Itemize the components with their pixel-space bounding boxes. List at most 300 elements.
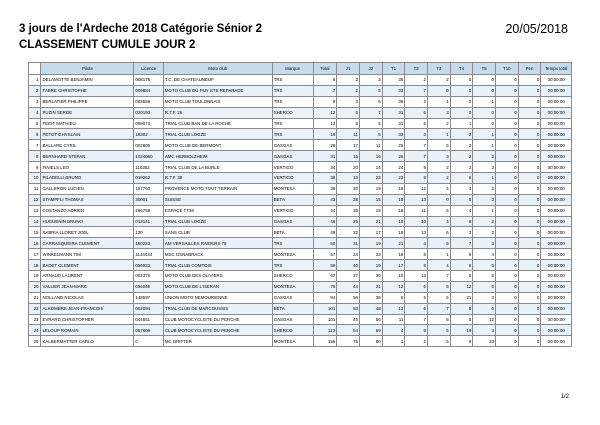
table-cell: 8 [29,151,41,162]
column-header: Pen [518,63,541,75]
table-cell: 17 [359,227,382,238]
table-cell: 0 [518,173,541,184]
table-cell: 00:00:00 [541,85,572,96]
table-cell: BETA [272,227,313,238]
table-cell: 0 [496,205,519,216]
table-cell: 2 [450,129,473,140]
table-cell: 19 [382,194,405,205]
table-cell: 48 [359,303,382,314]
table-cell: 0 [496,336,519,347]
table-cell: 0 [518,75,541,86]
table-cell: 39 [313,183,337,194]
table-cell: VERTIGO [272,205,313,216]
table-row [29,281,572,292]
column-header [29,63,41,75]
table-cell: 0 [518,85,541,96]
table-cell: CLUB MOTOCYCLISTE DU PERCHE [163,325,272,336]
table-cell: PETOT GHYSLAIN [41,129,134,140]
table-cell: 36 [382,96,405,107]
table-cell: 34 [313,162,337,173]
table-cell: TRIAL CLUB DE LA BURLE [163,162,272,173]
column-header: T2 [405,63,428,75]
table-cell: 0 [518,216,541,227]
column-header: T1 [382,63,405,75]
table-row [29,216,572,227]
table-cell: GASGAS [272,140,313,151]
table-cell: 17 [337,140,360,151]
table-cell: 5 [337,107,360,118]
table-cell: 3 [427,107,450,118]
table-cell: 7 [405,151,428,162]
table-row [29,238,572,249]
table-cell: 31 [313,151,337,162]
table-cell: 11 [29,183,41,194]
table-cell: CARRASQUEIRA CLEMENT [41,238,134,249]
table-cell: 32 [337,227,360,238]
table-cell: 6 [450,173,473,184]
table-row [29,118,572,129]
table-cell: R.T.F. 26 [163,107,272,118]
table-cell: 2 [473,151,496,162]
table-row [29,140,572,151]
table-cell: 5 [473,271,496,282]
table-cell: 28 [313,140,337,151]
table-cell: R.T.F. 38 [163,173,272,184]
table-cell: UNION MOTO NEMOURIENNE [163,292,272,303]
table-cell: 1 [450,118,473,129]
table-cell: FEIDT MATHIEU [41,118,134,129]
table-cell: 12 [313,107,337,118]
table-cell: 00:00:00 [541,325,572,336]
table-cell: 101 [313,314,337,325]
table-cell: 0 [518,271,541,282]
table-cell: 020193 [134,107,163,118]
table-cell: 46 [313,216,337,227]
table-row [29,271,572,282]
table-cell: 59 [313,260,337,271]
table-cell: 0 [496,140,519,151]
table-cell: 25 [29,336,41,347]
table-cell: 0 [518,118,541,129]
table-cell: 6 [473,303,496,314]
table-cell: SABRIA LLORET JOEL [41,227,134,238]
table-row [29,96,572,107]
table-cell: 11 [382,314,405,325]
table-cell: 43 [313,194,337,205]
table-cell: 00:00:00 [541,140,572,151]
table-cell: TRS [272,260,313,271]
column-header: J1 [337,63,360,75]
table-cell: 9 [450,249,473,260]
table-cell: 00:00:00 [541,194,572,205]
table-cell: 0 [518,227,541,238]
table-cell: WINKELMANN TIM [41,249,134,260]
table-cell: 15 [337,151,360,162]
table-cell: 5 [359,118,382,129]
table-cell: 5 [473,260,496,271]
table-cell: 75 [337,336,360,347]
table-cell: 5 [450,194,473,205]
table-cell: 150223 [134,238,163,249]
table-cell: 2 [450,151,473,162]
table-cell: 0 [450,85,473,96]
table-cell: 002094 [134,303,163,314]
table-cell: EVRARD CHRISTOPHER [41,314,134,325]
table-cell: 148597 [134,292,163,303]
table-cell: 8 [337,118,360,129]
table-cell: 54 [337,325,360,336]
table-cell: 19 [359,205,382,216]
table-cell: 0 [450,107,473,118]
table-cell: 2 [29,85,41,96]
table-row [29,292,572,303]
table-cell: 3 [473,325,496,336]
table-cell: 7 [427,303,450,314]
table-header-row [29,63,572,75]
table-cell: TRS [272,75,313,86]
table-cell: 20 [337,183,360,194]
table-cell: 6 [405,292,428,303]
column-header: J2 [359,63,382,75]
table-cell: 30 [359,271,382,282]
table-cell: 0 [496,325,519,336]
table-cell: 4 [427,260,450,271]
table-cell: 6 [450,260,473,271]
table-cell: BETA [272,303,313,314]
table-cell: 16 [313,129,337,140]
table-cell: 18 [382,205,405,216]
table-cell: HUGUENIN BRUNO [41,216,134,227]
table-cell: 00:00:00 [541,292,572,303]
table-cell: 7 [405,314,428,325]
table-cell: MONTESA [272,281,313,292]
table-cell: TRIAL CLUB LOGZE [163,216,272,227]
table-cell: 9 [450,336,473,347]
table-cell: 50 [313,238,337,249]
table-cell: PILADELLI BRUNO [41,173,134,184]
table-cell: 2 [405,75,428,86]
table-cell: 30001 [134,194,163,205]
table-cell: 5 [473,281,496,292]
table-cell: ESPACE TT38 [163,205,272,216]
table-cell: 00:00:00 [541,173,572,184]
table-cell: 10 [405,216,428,227]
table-cell: 2 [450,162,473,173]
table-cell: BERLATIER PHILIPPE [41,96,134,107]
table-cell: 059073 [134,118,163,129]
table-cell: 7 [405,85,428,96]
table-cell: TRIAL CLUB LOGZE [163,129,272,140]
report-date: 20/05/2018 [505,22,568,36]
table-cell: 1 [427,129,450,140]
table-cell: 18 [382,249,405,260]
table-cell: 4 [450,205,473,216]
table-cell: 0 [496,173,519,184]
table-cell: TRS [272,238,313,249]
table-cell: 9 [313,96,337,107]
table-cell: 5 [359,85,382,96]
table-cell: 19 [29,271,41,282]
table-cell: GASGAS [272,314,313,325]
table-cell: 56 [359,314,382,325]
table-cell: 56 [337,292,360,303]
table-cell: 15 [359,194,382,205]
table-cell: 6 [405,107,428,118]
table-cell: MONTESA [272,183,313,194]
table-cell: 1 [473,173,496,184]
table-cell: 0 [496,151,519,162]
table-cell: 0 [496,216,519,227]
table-cell: 0 [496,303,519,314]
table-cell: VALLIER JEAN-MARC [41,281,134,292]
table-cell: 2 [337,85,360,96]
table-cell: 12 [473,314,496,325]
table-cell: 0 [134,336,163,347]
table-cell: 6 [427,205,450,216]
table-cell: 18 [29,260,41,271]
table-cell: DELAMOTTE BENJAMIN [41,75,134,86]
table-cell: 80 [359,336,382,347]
table-cell: 5 [450,314,473,325]
table-cell: 3 [337,75,360,86]
table-cell: SUISSE [163,194,272,205]
table-cell: 003558 [134,96,163,107]
table-cell: 17 [29,249,41,260]
table-cell: 1 [427,96,450,107]
column-header: Licence [134,63,163,75]
table-cell: 0 [496,260,519,271]
table-cell: 2 [450,140,473,151]
table-cell: 7 [29,140,41,151]
table-cell: BERNHARD STEFAN [41,151,134,162]
table-row [29,107,572,118]
table-cell: TRS [272,85,313,96]
table-row [29,249,572,260]
table-cell: 5 [427,325,450,336]
table-cell: BETA [272,194,313,205]
table-cell: 00:00:00 [541,303,572,314]
table-cell: 36 [382,75,405,86]
table-cell: 0 [473,107,496,118]
table-cell: 23 [29,314,41,325]
table-cell: 16 [382,227,405,238]
table-cell: 2 [473,227,496,238]
table-cell: 0 [496,75,519,86]
table-cell: 19302 [134,129,163,140]
table-cell: 1024060 [134,151,163,162]
column-header: T10 [496,63,519,75]
table-cell: 19 [450,325,473,336]
table-cell: SHERCO [272,325,313,336]
table-cell: 3 [473,194,496,205]
table-cell: 0 [473,75,496,86]
table-cell: 7 [313,85,337,96]
table-cell: 00:00:00 [541,336,572,347]
table-cell: 0 [496,85,519,96]
table-cell: 00:00:00 [541,129,572,140]
table-cell: 18 [382,216,405,227]
table-cell: 0 [427,194,450,205]
table-cell: 13 [405,194,428,205]
table-cell: 123 [313,325,337,336]
table-cell: 19 [382,183,405,194]
table-cell: 9 [405,325,428,336]
table-cell: COSTANZO ADRIEN [41,205,134,216]
table-cell: 21 [450,292,473,303]
table-cell: GASGAS [272,216,313,227]
table-cell: 8 [450,303,473,314]
table-cell: 94 [313,292,337,303]
table-cell: ARNAUD LAURENT [41,271,134,282]
table-cell: 1 [473,205,496,216]
table-cell: 1 [473,96,496,107]
table-cell: 23 [473,336,496,347]
table-cell: 0 [518,140,541,151]
table-cell: 002376 [134,271,163,282]
table-cell: 0 [496,162,519,173]
table-cell: 008175 [134,75,163,86]
table-cell: 3 [473,162,496,173]
table-cell: 4 [473,249,496,260]
table-cell: 0 [518,249,541,260]
table-cell: 6 [405,281,428,292]
table-cell: TRIAL CLUB BAN DE LA ROCHE [163,118,272,129]
table-cell: 00:00:00 [541,205,572,216]
table-cell: 3 [473,292,496,303]
table-cell: 5 [427,336,450,347]
table-cell: ALKOMBRE JEAN-FRANCOIS [41,303,134,314]
table-cell: 0 [518,96,541,107]
table-cell: 7 [405,140,428,151]
table-cell: 53 [337,303,360,314]
table-cell: 1 [473,129,496,140]
table-cell: 3 [359,75,382,86]
table-cell: 7 [450,238,473,249]
table-cell: 13 [313,118,337,129]
table-cell: 00:00:00 [541,249,572,260]
table-cell: 6 [405,118,428,129]
table-cell: 31 [382,107,405,118]
table-cell: AM VERSAILLES RAIDERS 78 [163,238,272,249]
table-cell: 16 [359,151,382,162]
table-cell: 25 [382,140,405,151]
table-cell: VERTIGO [272,173,313,184]
table-cell: 33 [382,85,405,96]
table-cell: 0 [518,129,541,140]
table-cell: 21 [382,238,405,249]
table-cell: 17 [382,260,405,271]
table-row [29,162,572,173]
table-cell: 044651 [134,314,163,325]
table-cell: T.C. DE CHATEAUNEUF [163,75,272,86]
table-cell: 57 [313,249,337,260]
table-cell: 7 [359,107,382,118]
table-cell: 5 [382,292,405,303]
table-row [29,129,572,140]
table-cell: GASGAS [272,151,313,162]
table-cell: 00:00:00 [541,216,572,227]
table-cell: MONTESA [272,336,313,347]
table-cell: 19 [359,260,382,271]
table-cell: TRS [272,96,313,107]
table-cell: 37 [337,271,360,282]
table-cell: 1 [29,75,41,86]
table-cell: MONTESA [272,249,313,260]
table-cell: 21 [359,216,382,227]
table-cell: 0 [496,314,519,325]
table-cell: 10 [29,173,41,184]
table-cell: 9 [29,162,41,173]
table-cell: 14 [29,216,41,227]
table-cell: GALLERON LUCIEN [41,183,134,194]
table-cell: 28 [337,194,360,205]
table-cell: 0 [518,325,541,336]
table-cell: 0 [496,292,519,303]
table-cell: 3 [337,96,360,107]
table-cell: 00:00:00 [541,314,572,325]
table-cell: 3 [427,151,450,162]
table-row [29,85,572,96]
table-cell: 15 [29,227,41,238]
table-cell: 2 [427,75,450,86]
table-cell: 0 [518,151,541,162]
table-cell: 10 [382,271,405,282]
table-cell: 019262 [134,173,163,184]
table-cell: 0 [496,281,519,292]
table-cell: 13 [382,303,405,314]
table-cell: 49 [313,227,337,238]
table-cell: 002805 [134,140,163,151]
table-cell: 00:00:00 [541,96,572,107]
table-cell: MOTO CLUB DU PUY STE REPARADE [163,85,272,96]
table-cell: 3 [405,129,428,140]
table-cell: 1144034 [134,249,163,260]
table-cell: 1 [473,140,496,151]
table-cell: 45 [337,314,360,325]
table-cell: 12 [382,281,405,292]
page-number: 1/2 [560,394,569,400]
table-cell: 0 [496,194,519,205]
table-cell: 00:00:00 [541,75,572,86]
table-cell: 40 [337,260,360,271]
table-cell: 44 [313,205,337,216]
table-cell: 0 [518,281,541,292]
table-cell: 0 [473,85,496,96]
table-cell: AMC HERBOLZHEIM [163,151,272,162]
table-cell: 0 [518,292,541,303]
table-cell: 155 [313,336,337,347]
page-title: 3 jours de l'Ardeche 2018 Catégorie Sénior 2 [19,23,263,35]
table-cell: 6 [405,303,428,314]
table-cell: 0 [496,183,519,194]
table-cell: 0 [518,107,541,118]
table-cell: 256758 [134,205,163,216]
table-cell: 19 [359,238,382,249]
table-cell: 0 [496,96,519,107]
table-cell: NOLLAND NICOLAS [41,292,134,303]
table-cell: 056046 [134,281,163,292]
table-cell: 8 [405,260,428,271]
table-cell: 0 [450,96,473,107]
table-cell: 013141 [134,216,163,227]
table-cell: 4 [405,238,428,249]
table-cell: MOTO CLUB DE L'ISERAN [163,281,272,292]
table-cell: 4 [427,183,450,194]
table-row [29,173,572,184]
table-row [29,205,572,216]
table-cell: 157793 [134,183,163,194]
table-cell: 11 [359,140,382,151]
